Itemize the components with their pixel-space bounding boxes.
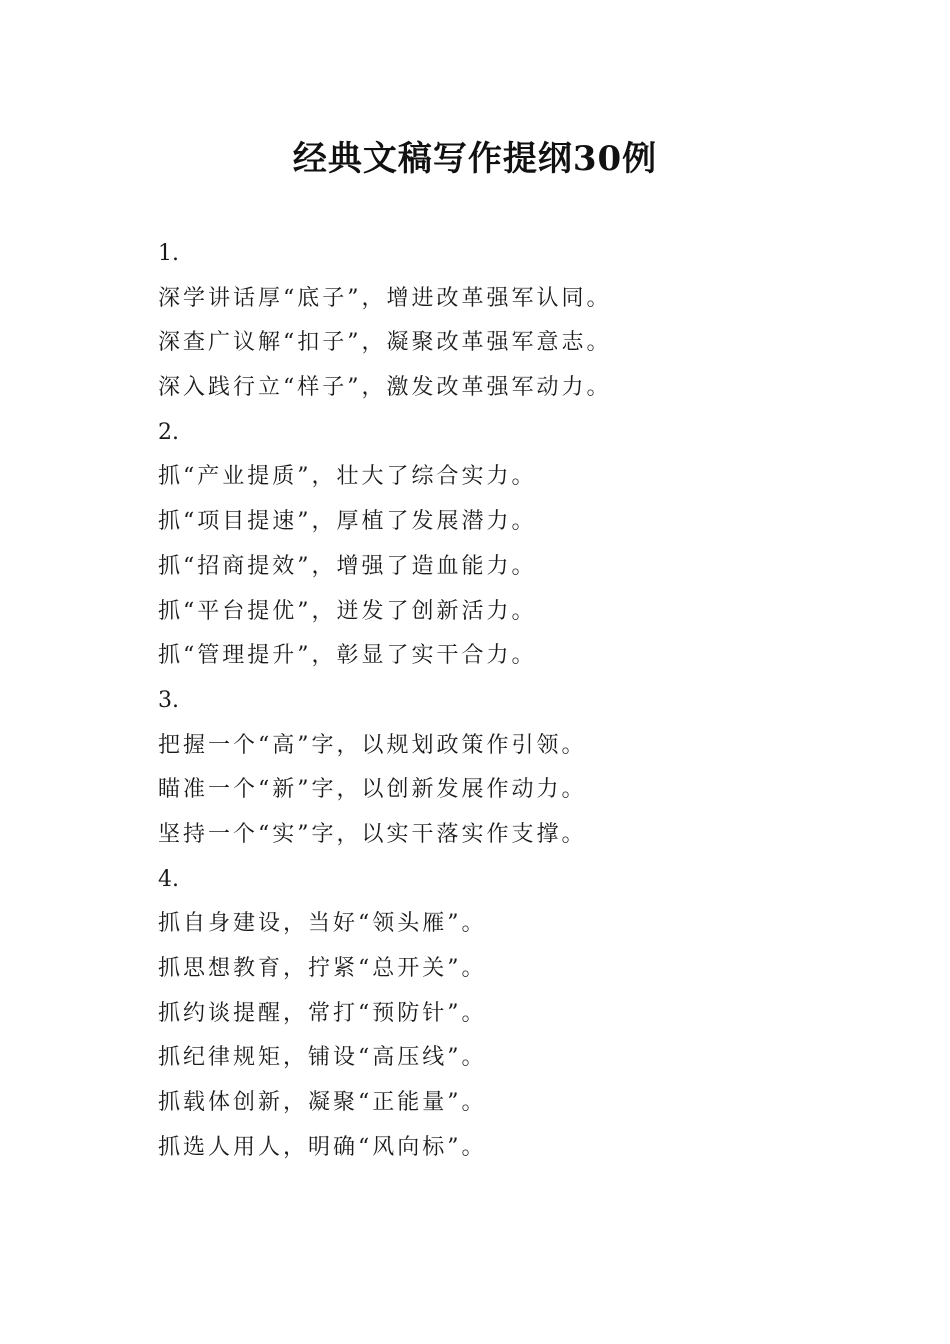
outline-line: 抓选人用人，明确“风向标”。 [158, 1134, 487, 1160]
section-number: 3. [158, 687, 179, 713]
outline-line: 抓自身建设，当好“领头雁”。 [158, 911, 487, 937]
outline-line: 把握一个“高”字，以规划政策作引领。 [158, 732, 587, 758]
outline-line: 深入践行立“样子”，激发改革强军动力。 [158, 375, 612, 401]
outline-line: 抓“招商提效”，增强了造血能力。 [158, 553, 537, 579]
outline-line: 坚持一个“实”字，以实干落实作支撑。 [158, 821, 587, 847]
outline-line: 抓“项目提速”，厚植了发展潜力。 [158, 509, 537, 535]
outline-line: 抓纪律规矩，铺设“高压线”。 [158, 1045, 487, 1071]
section-number: 1. [158, 241, 179, 266]
outline-line: 深查广议解“扣子”，凝聚改革强军意志。 [158, 330, 612, 356]
outline-line: 抓“平台提优”，迸发了创新活力。 [158, 598, 537, 624]
outline-line: 抓思想教育，拧紧“总开关”。 [158, 956, 487, 981]
outline-line: 抓约谈提醒，常打“预防针”。 [158, 1000, 487, 1026]
outline-line: 抓“产业提质”，壮大了综合实力。 [158, 464, 537, 490]
outline-line: 瞄准一个“新”字，以创新发展作动力。 [158, 777, 587, 803]
outline-line: 抓“管理提升”，彰显了实干合力。 [158, 643, 537, 669]
outline-line: 抓载体创新，凝聚“正能量”。 [158, 1090, 487, 1116]
document-body [158, 232, 858, 1170]
section-number: 2. [158, 419, 179, 445]
section-number: 4. [158, 866, 179, 892]
outline-line: 深学讲话厚“底子”，增进改革强军认同。 [158, 285, 612, 311]
document-title: 经典文稿写作提纲30例 [292, 139, 658, 179]
